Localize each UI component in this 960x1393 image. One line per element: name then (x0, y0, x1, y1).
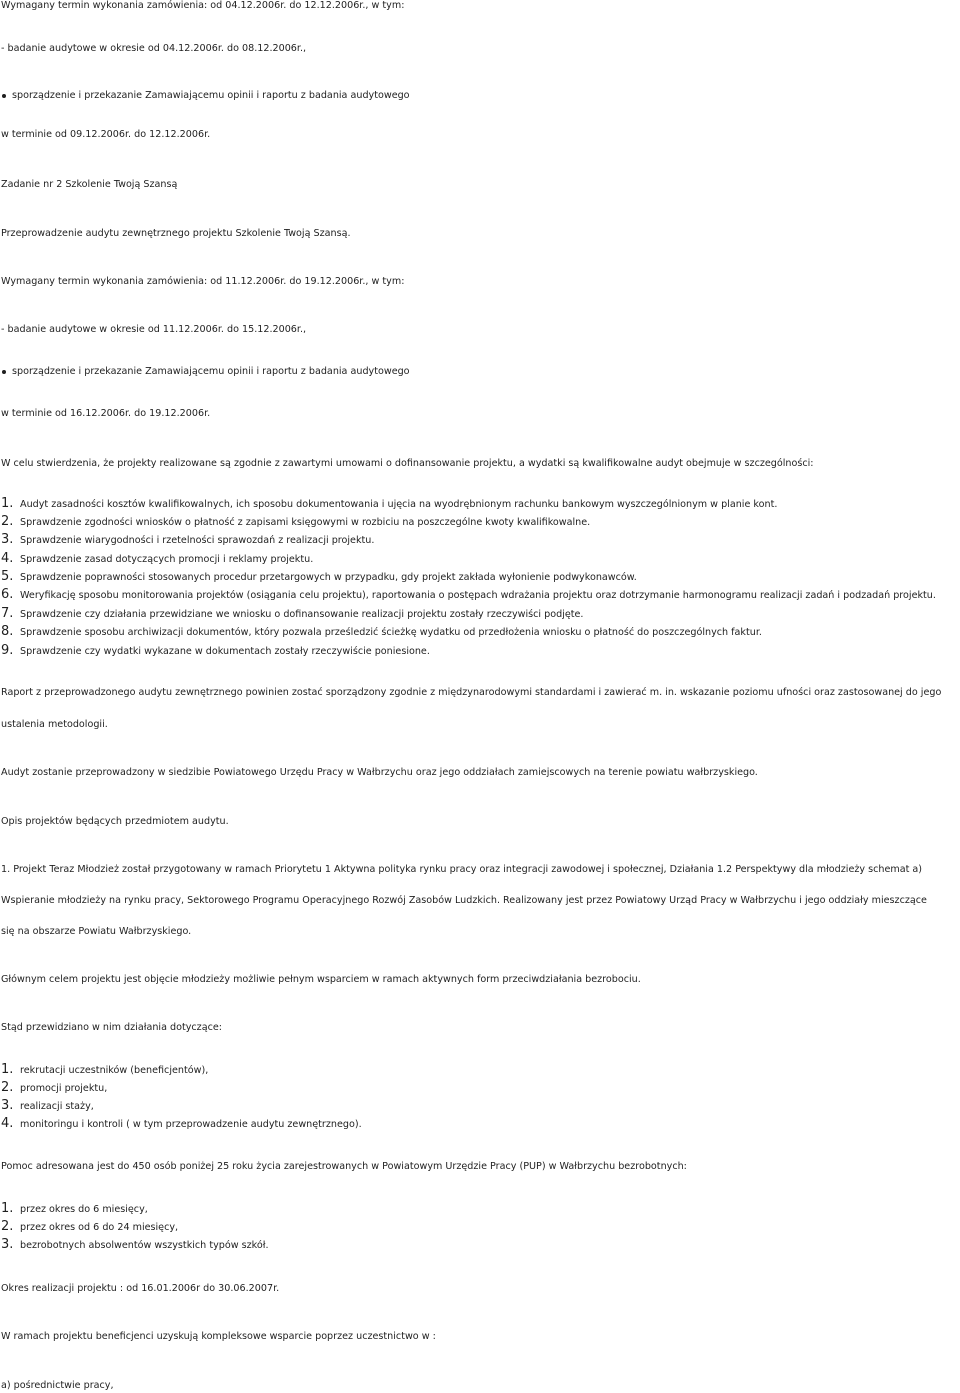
aid-list-item: 1. przez okres do 6 miesięcy, (1, 1201, 148, 1216)
text-line: - badanie audytowe w okresie od 11.12.2006r. do 15.12.2006r., (1, 324, 307, 335)
text-line: Okres realizacji projektu : od 16.01.2006r do 30.06.2007r. (1, 1283, 280, 1294)
scope-list-item: 9. Sprawdzenie czy wydatki wykazane w dokumentach zostały rzeczywiście poniesione. (1, 643, 430, 658)
task-heading: Zadanie nr 2 Szkolenie Twoją Szansą (1, 179, 178, 190)
text-line: Głównym celem projektu jest objęcie młodzieży możliwie pełnym wsparciem w ramach aktywnych form przeciwdziałania bezrobociu. (1, 974, 641, 985)
actions-list-item: 4. monitoringu i kontroli ( w tym przeprowadzenie audytu zewnętrznego). (1, 1116, 362, 1131)
bullet-item (1, 366, 410, 378)
scope-list-item: 6. Weryfikację sposobu monitorowania projektów (osiągania celu projektu), raportowania o postępach wdrażania projektu oraz dotrzymanie harmonogramu realizacji zadań i podzadań projektu. (1, 587, 936, 602)
text-line: Raport z przeprowadzonego audytu zewnętrznego powinien zostać sporządzony zgodnie z międzynarodowymi standardami i zawierać m. in. wskazanie poziomu ufności oraz zastosowanej do jego (1, 687, 942, 698)
aid-list-item: 3. bezrobotnych absolwentów wszystkich typów szkół. (1, 1237, 269, 1252)
actions-list-item: 1. rekrutacji uczestników (beneficjentów), (1, 1062, 209, 1077)
text-line: - badanie audytowe w okresie od 04.12.2006r. do 08.12.2006r., (1, 43, 307, 54)
text-line: w terminie od 09.12.2006r. do 12.12.2006r. (1, 129, 211, 140)
scope-list-item: 8. Sprawdzenie sposobu archiwizacji dokumentów, który pozwala prześledzić ścieżkę wydatku od przedłożenia wniosku o płatność do poszczególnych faktur. (1, 624, 762, 639)
scope-intro: W celu stwierdzenia, że projekty realizowane są zgodnie z zawartymi umowami o dofinansowanie projektu, a wydatki są kwalifikowalne audyt obejmuje w szczególności: (1, 458, 814, 469)
bullet-icon (2, 94, 6, 98)
bullet-item (1, 90, 410, 102)
bullet-text: sporządzenie i przekazanie Zamawiającemu opinii i raportu z badania audytowego (12, 90, 410, 101)
aid-list-item: 2. przez okres od 6 do 24 miesięcy, (1, 1219, 179, 1234)
text-line: Audyt zostanie przeprowadzony w siedzibie Powiatowego Urzędu Pracy w Wałbrzychu oraz jego oddziałach zamiejscowych na terenie powiatu wałbrzyskiego. (1, 767, 758, 778)
text-line: Pomoc adresowana jest do 450 osób poniżej 25 roku życia zarejestrowanych w Powiatowym Urzędzie Pracy (PUP) w Wałbrzychu bezrobotnych: (1, 1161, 687, 1172)
bullet-icon (2, 370, 6, 374)
scope-list-item: 3. Sprawdzenie wiarygodności i rzetelności sprawozdań z realizacji projektu. (1, 532, 375, 547)
section-heading: Opis projektów będących przedmiotem audytu. (1, 816, 229, 827)
scope-list-item: 4. Sprawdzenie zasad dotyczących promocji i reklamy projektu. (1, 551, 314, 566)
text-line: ustalenia metodologii. (1, 719, 108, 730)
bullet-text: sporządzenie i przekazanie Zamawiającemu opinii i raportu z badania audytowego (12, 366, 410, 377)
text-line: Wymagany termin wykonania zamówienia: od 04.12.2006r. do 12.12.2006r., w tym: (1, 0, 405, 11)
scope-list-item: 7. Sprawdzenie czy działania przewidziane we wniosku o dofinansowanie realizacji projektu zostały rzeczywiści podjęte. (1, 606, 584, 621)
text-line: Przeprowadzenie audytu zewnętrznego projektu Szkolenie Twoją Szansą. (1, 228, 351, 239)
scope-list-item: 2. Sprawdzenie zgodności wniosków o płatność z zapisami księgowymi w rozbiciu na poszczególne kwoty kwalifikowalne. (1, 514, 591, 529)
text-line: Wspieranie młodzieży na rynku pracy, Sektorowego Programu Operacyjnego Rozwój Zasobów Ludzkich. Realizowany jest przez Powiatowy Urząd Pracy w Wałbrzychu i jego oddziały mieszczące (1, 895, 927, 906)
text-line: Stąd przewidziano w nim działania dotyczące: (1, 1022, 223, 1033)
text-line: w terminie od 16.12.2006r. do 19.12.2006r. (1, 408, 211, 419)
actions-list-item: 2. promocji projektu, (1, 1080, 108, 1095)
text-line: 1. Projekt Teraz Młodzież został przygotowany w ramach Priorytetu 1 Aktywna polityka rynku pracy oraz integracji zawodowej i społecznej, Działania 1.2 Perspektywy dla młodzieży schemat a) (1, 864, 923, 875)
actions-list-item: 3. realizacji staży, (1, 1098, 94, 1113)
scope-list-item: 1. Audyt zasadności kosztów kwalifikowalnych, ich sposobu dokumentowania i ujęcia na wyodrębnionym rachunku bankowym wyszczególnionym w planie kont. (1, 496, 778, 511)
scope-list-item: 5. Sprawdzenie poprawności stosowanych procedur przetargowych w przypadku, gdy projekt zakłada wyłonienie podwykonawców. (1, 569, 637, 584)
text-line: się na obszarze Powiatu Wałbrzyskiego. (1, 926, 192, 937)
text-line: a) pośrednictwie pracy, (1, 1380, 114, 1391)
text-line: W ramach projektu beneficjenci uzyskują kompleksowe wsparcie poprzez uczestnictwo w : (1, 1331, 436, 1342)
text-line: Wymagany termin wykonania zamówienia: od 11.12.2006r. do 19.12.2006r., w tym: (1, 276, 405, 287)
